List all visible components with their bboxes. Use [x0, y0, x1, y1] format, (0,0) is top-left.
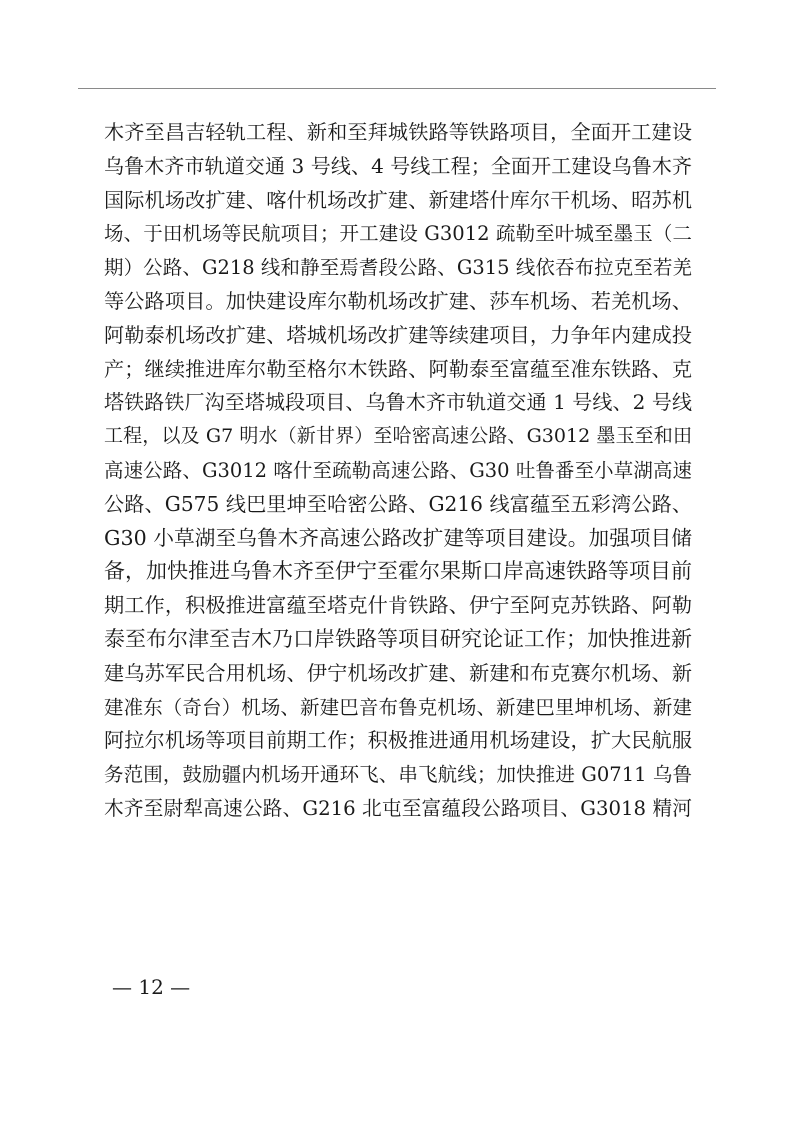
text-line: 木齐至昌吉轻轨工程、新和至拜城铁路等铁路项目，全面开工建设 — [104, 120, 692, 144]
text-line: 国际机场改扩建、喀什机场改扩建、新建塔什库尔干机场、昭苏机 — [104, 187, 692, 212]
text-line: 泰至布尔津至吉木乃口岸铁路等项目研究论证工作；加快推进新 — [104, 626, 692, 651]
text-line: 阿勒泰机场改扩建、塔城机场改扩建等续建项目，力争年内建成投 — [104, 322, 692, 347]
text-line: 产；继续推进库尔勒至格尔木铁路、阿勒泰至富蕴至准东铁路、克 — [104, 356, 692, 381]
text-line: 建乌苏军民合用机场、伊宁机场改扩建、新建和布克赛尔机场、新 — [104, 660, 692, 685]
text-line: 期工作，积极推进富蕴至塔克什肯铁路、伊宁至阿克苏铁路、阿勒 — [104, 593, 692, 618]
text-line: 公路、G575 线巴里坤至哈密公路、G216 线富蕴至五彩湾公路、 — [104, 491, 692, 516]
text-line: 场、于田机场等民航项目；开工建设 G3012 疏勒至叶城至墨玉（二 — [104, 222, 692, 246]
text-line: 建准东（奇台）机场、新建巴音布鲁克机场、新建巴里坤机场、新建 — [104, 695, 692, 719]
text-line: 期）公路、G218 线和静至焉耆段公路、G315 线依吞布拉克至若羌 — [104, 256, 692, 280]
text-line: 塔铁路铁厂沟至塔城段项目、乌鲁木齐市轨道交通 1 号线、2 号线 — [104, 390, 692, 415]
header-rule — [78, 88, 716, 89]
text-line: 等公路项目。加快建设库尔勒机场改扩建、莎车机场、若羌机场、 — [104, 288, 692, 313]
text-line: 务范围，鼓励疆内机场开通环飞、串飞航线；加快推进 G0711 乌鲁 — [104, 763, 692, 787]
text-line: 木齐至尉犁高速公路、G216 北屯至富蕴段公路项目、G3018 精河 — [104, 796, 692, 820]
text-line: 高速公路、G3012 喀什至疏勒高速公路、G30 吐鲁番至小草湖高速 — [104, 458, 692, 482]
text-line: 工程，以及 G7 明水（新甘界）至哈密高速公路、G3012 墨玉至和田 — [104, 425, 692, 448]
body-text — [104, 116, 692, 826]
text-line: 备，加快推进乌鲁木齐至伊宁至霍尔果斯口岸高速铁路等项目前 — [104, 559, 692, 584]
page-number: — 12 — — [112, 975, 191, 999]
text-line: 阿拉尔机场等项目前期工作；积极推进通用机场建设，扩大民航服 — [104, 728, 692, 753]
text-line: G30 小草湖至乌鲁木齐高速公路改扩建等项目建设。加强项目储 — [104, 525, 692, 550]
text-line: 乌鲁木齐市轨道交通 3 号线、4 号线工程；全面开工建设乌鲁木齐 — [104, 153, 692, 178]
